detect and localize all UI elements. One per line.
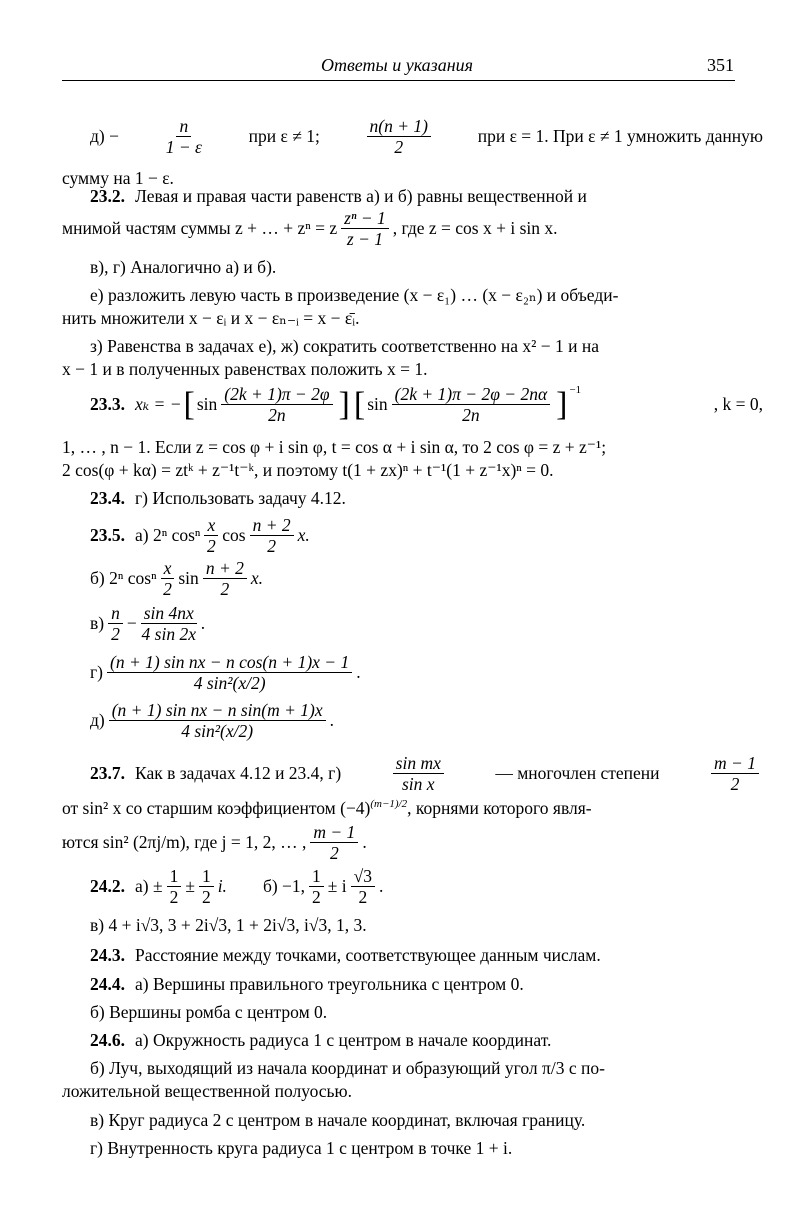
- fraction: $\frac{m - 1}{2}$: [711, 753, 759, 794]
- text: .: [362, 832, 367, 853]
- text: а) Окружность радиуса 1 с центром в начале координат.: [135, 1030, 552, 1050]
- text: Расстояние между точками, соответствующее данным числам.: [135, 945, 601, 965]
- answer-23-5: [62, 515, 763, 556]
- text: а) 2ⁿ cosⁿ: [135, 525, 201, 546]
- fraction: $\frac{\text{zⁿ − 1}}{z - 1}$: [341, 208, 389, 249]
- fraction: $\frac{1}{2}$: [199, 866, 214, 907]
- text: б) −1,: [262, 876, 306, 897]
- problem-number: 23.5.: [90, 525, 125, 546]
- text: Как в задачах 4.12 и 23.4, г): [135, 763, 342, 784]
- text: а) ±: [135, 876, 163, 897]
- text: sin: [178, 568, 199, 589]
- answer-23-3: 23.3. xₖ = − [ sin $\frac{(2k + 1)\pi - 2\varphi}{2n}$ ] [ sin $\frac{(2k + 1)\pi - 2\varphi - 2n\alpha}{2n}$ ] $^{-1}$ , k = 0,: [90, 384, 763, 426]
- text: г) Использовать задачу 4.12.: [135, 488, 346, 508]
- text: cos: [222, 525, 246, 546]
- problem-number: 24.4.: [90, 974, 125, 994]
- text: xₖ = −: [135, 394, 182, 415]
- text: г): [90, 662, 104, 683]
- fraction: $\frac{\sin 4nx}{4 \sin 2x}$: [141, 603, 196, 645]
- text: sin: [367, 394, 388, 415]
- answer-24-3: [62, 945, 763, 966]
- answer-24-6: [62, 1030, 763, 1051]
- text: — многочлен степени: [495, 763, 660, 784]
- answer-line: нить множители x − εᵢ и x − εₙ₋ᵢ = x − ε̄ᵢ.: [62, 308, 360, 328]
- header-rule: [62, 80, 735, 81]
- text: д): [90, 710, 105, 731]
- text: x.: [250, 568, 264, 589]
- fraction: $\frac{x}{2}$: [161, 558, 175, 599]
- answer-23-2: [62, 186, 763, 207]
- text: .: [329, 710, 334, 731]
- problem-number: 24.2.: [90, 876, 125, 897]
- answer-line: в) Круг радиуса 2 с центром в начале координат, включая границу.: [90, 1110, 586, 1130]
- answer-line: x − 1 и в полученных равенствах положить x = 1.: [62, 359, 428, 379]
- fraction: $\frac{n + 2}{2}$: [250, 515, 294, 556]
- problem-number: 24.6.: [90, 1030, 125, 1050]
- problem-number: 24.3.: [90, 945, 125, 965]
- fraction: $\frac{\text{(n + 1) sin nx − n cos(n + 1)x − 1}}{\text{4 sin²(x/2)}}$: [107, 652, 352, 693]
- answer-line: б) Луч, выходящий из начала координат и образующий угол π/3 с по-: [90, 1058, 605, 1078]
- fraction: $\frac{n}{1 - \varepsilon}$: [165, 116, 202, 158]
- text: в): [90, 613, 105, 634]
- answer-line: [62, 116, 763, 157]
- problem-number: 23.3.: [90, 394, 125, 415]
- answer-line: [62, 652, 763, 693]
- answer-23-7: [62, 753, 763, 794]
- fraction: $\frac{x}{2}$: [204, 515, 218, 556]
- fraction: $\frac{\text{(n + 1) sin nx − n sin(m + 1)x}}{\text{4 sin²(x/2)}}$: [109, 700, 326, 741]
- answer-line: [62, 558, 763, 599]
- text: д) −: [90, 126, 119, 147]
- fraction: $\frac{1}{2}$: [309, 866, 324, 907]
- text: ±: [185, 876, 195, 897]
- page-number: 351: [707, 55, 734, 75]
- text: i.: [217, 876, 227, 897]
- answer-line: в), г) Аналогично а) и б).: [90, 257, 277, 277]
- exponent: −1: [569, 384, 582, 396]
- text: при ε = 1. При ε ≠ 1 умножить данную: [477, 126, 763, 147]
- answer-line: [62, 822, 735, 863]
- answer-line: [62, 603, 763, 644]
- fraction: $\frac{1}{2}$: [167, 866, 182, 907]
- problem-number: 23.4.: [90, 488, 125, 508]
- answer-line: [62, 798, 735, 819]
- fraction: $\frac{√3}{2}$: [351, 866, 375, 907]
- text: от sin² x со старшим коэффициентом (−4): [62, 798, 371, 818]
- answer-line: 1, … , n − 1. Если z = cos φ + i sin φ, t = cos α + i sin α, то 2 cos φ = z + z⁻¹;: [62, 437, 607, 457]
- text: ются sin² (2πj/m), где j = 1, 2, … ,: [62, 832, 307, 853]
- fraction: $\frac{(2k + 1)\pi - 2\varphi - 2n\alpha}{2n}$: [392, 384, 550, 425]
- problem-number: 23.2.: [90, 186, 125, 206]
- answer-24-4: [62, 974, 763, 995]
- answer-line: з) Равенства в задачах е), ж) сократить соответственно на x² − 1 и на: [90, 336, 600, 356]
- text: .: [356, 662, 361, 683]
- text: б) 2ⁿ cosⁿ: [90, 568, 157, 589]
- text: при ε ≠ 1;: [248, 126, 320, 147]
- answer-line: [62, 700, 763, 741]
- text: ± i: [327, 876, 347, 897]
- text: .: [379, 876, 384, 897]
- fraction: $\frac{\text{sin mx}}{\text{sin x}}$: [393, 753, 444, 794]
- text: .: [200, 613, 206, 634]
- problem-number: 23.7.: [90, 763, 125, 784]
- text: , k = 0,: [713, 394, 763, 415]
- fraction: $\frac{m - 1}{2}$: [310, 822, 358, 863]
- text: , где z = cos x + i sin x.: [392, 218, 558, 239]
- fraction: $\frac{n}{2}$: [108, 603, 123, 644]
- answer-line: сумму на 1 − ε.: [62, 168, 174, 188]
- text: Левая и правая части равенств а) и б) равны вещественной и: [135, 186, 587, 206]
- fraction: $\frac{n(n + 1)}{2}$: [367, 116, 431, 157]
- exponent: (m−1)/2: [370, 798, 408, 810]
- text: , корнями которого явля-: [407, 798, 592, 818]
- answer-23-4: [62, 488, 763, 509]
- answer-line: б) Вершины ромба с центром 0.: [90, 1002, 328, 1022]
- answer-line: 2 cos(φ + kα) = ztᵏ + z⁻¹t⁻ᵏ, и поэтому t(1 + zx)ⁿ + t⁻¹(1 + z⁻¹x)ⁿ = 0.: [62, 460, 554, 480]
- fraction: $\frac{n + 2}{2}$: [203, 558, 247, 599]
- answer-24-2: [62, 866, 763, 907]
- answer-line: [62, 208, 735, 249]
- text: мнимой частям суммы z + … + zⁿ = z: [62, 218, 338, 239]
- answer-line: г) Внутренность круга радиуса 1 с центром в точке 1 + i.: [90, 1138, 513, 1158]
- answer-line: в) 4 + i√3, 3 + 2i√3, 1 + 2i√3, i√3, 1, 3.: [90, 915, 367, 935]
- answer-line: ложительной вещественной полуосью.: [62, 1081, 352, 1101]
- text: sin: [196, 394, 218, 415]
- text: а) Вершины правильного треугольника с центром 0.: [135, 974, 524, 994]
- running-header: Ответы и указания: [320, 55, 474, 75]
- text: x.: [297, 525, 310, 546]
- text: −: [126, 613, 137, 634]
- fraction: $\frac{(2k + 1)\pi - 2\varphi}{2n}$: [221, 384, 332, 425]
- answer-line: е) разложить левую часть в произведение (x − ε₁) … (x − ε₂ₙ) и объеди-: [90, 285, 619, 305]
